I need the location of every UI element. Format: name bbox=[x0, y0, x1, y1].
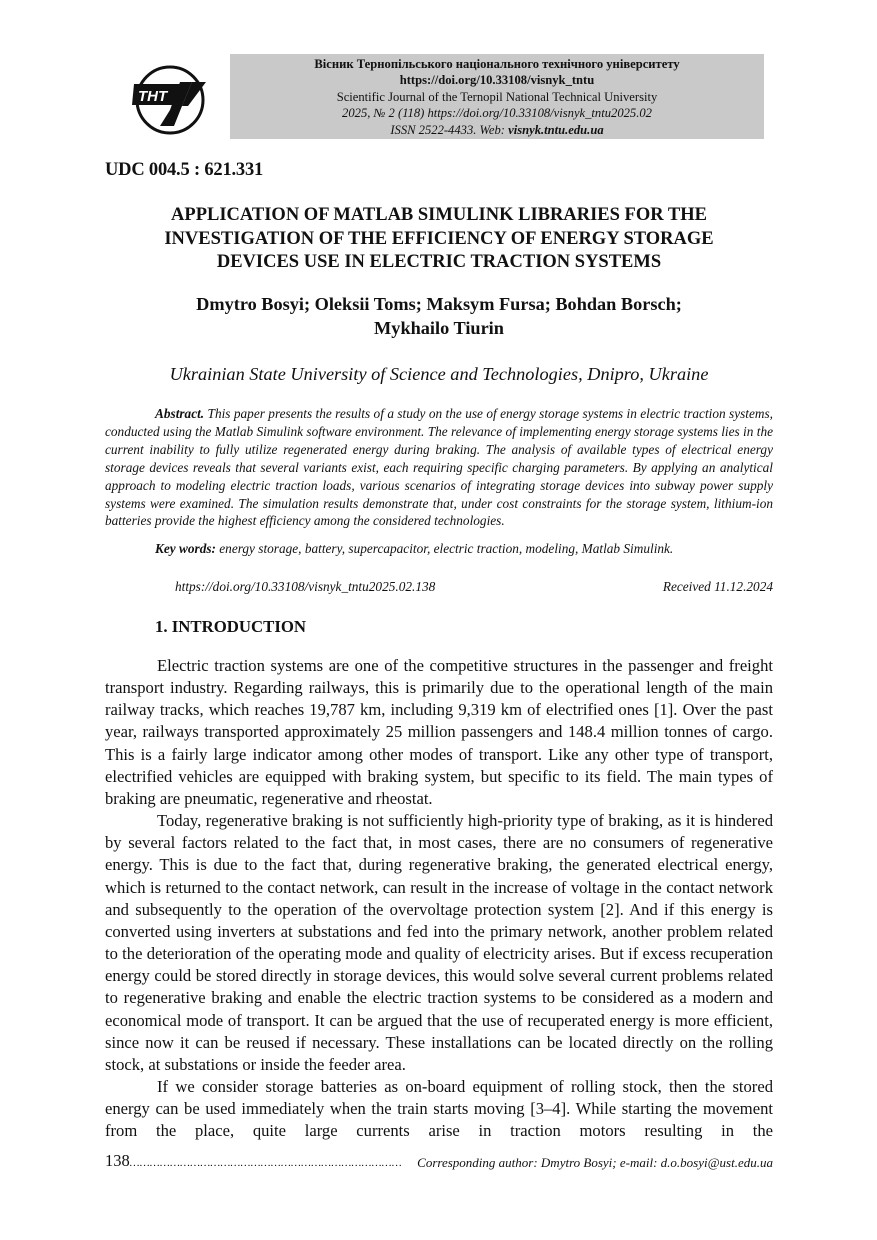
title-line: DEVICES USE IN ELECTRIC TRACTION SYSTEMS bbox=[216, 252, 662, 272]
body-paragraph: If we consider storage batteries as on-board equipment of rolling stock, then the stored energy can be used immediately when the train starts moving [3–4]. While starting the movement from the place, quite large currents arise in traction motors resulting in the bbox=[105, 1076, 773, 1141]
keywords-text: energy storage, battery, supercapacitor, electric traction, modeling, Matlab Simulink. bbox=[215, 541, 674, 556]
affiliation: Ukrainian State University of Science and Technologies, Dnipro, Ukraine bbox=[169, 364, 709, 384]
body-paragraph: Today, regenerative braking is not sufficiently high-priority type of braking, as it is hindered by several factors related to the fact that, in most cases, there are no consumers of regenerative energy. This is due to the fact that, during regenerative braking, the generated electrical energy, which is returned to the contact network, can result in the increase of voltage in the contact network and subsequently to the operation of the overvoltage protection system [2]. And if this energy is converted using inverters at substations and fed into the primary network, another problem related to the deterioration of the operating mode and quality of electricity arises. But if excess recuperation energy could be stored directly in storage devices, this would solve several current problems related to regenerative braking and enable the electric traction systems to be considered as a modern and economical mode of transport. It can be argued that the use of recuperated energy is more efficient, since now it can be reused if necessary. These installations can be located directly on the rolling stock, at substations or inside the feeder area. bbox=[105, 811, 773, 1074]
corresponding-author: Corresponding author: Dmytro Bosyi; e-mail: d.o.bosyi@ust.edu.ua bbox=[417, 1155, 773, 1170]
footer-dots: ……………………………………………………………………… bbox=[129, 1157, 402, 1169]
svg-text:THT: THT bbox=[138, 88, 168, 105]
journal-title-ua: Вісник Тернопільського національного технічного університету bbox=[314, 57, 680, 71]
abstract-text: This paper presents the results of a study on the use of energy storage systems in electric traction systems, conducted using the Matlab Simulink software environment. The relevance of implementing energy storage systems lies in the current inability to fully utilize regenerated energy during braking. The analysis of available types of electrical energy storage devices reveals that several variants exist, each requiring specific charging parameters. By applying an analytical approach to modeling electric traction loads, various scenarios of integrating storage devices into subway power supply systems were examined. The simulation results demonstrate that, under cost constraints for the storage system, lithium-ion batteries provide the highest efficiency among the considered technologies. bbox=[105, 406, 773, 529]
journal-doi[interactable]: https://doi.org/10.33108/visnyk_tntu bbox=[399, 73, 595, 88]
authors-line: Dmytro Bosyi; Oleksii Toms; Maksym Fursa; Bohdan Borsch; bbox=[196, 294, 682, 314]
authors-line: Mykhailo Tiurin bbox=[374, 318, 504, 338]
journal-header bbox=[230, 54, 764, 139]
journal-issue: 2025, № 2 (118) https://doi.org/10.33108/visnyk_tntu2025.02 bbox=[342, 106, 652, 121]
udc-code: UDC 004.5 : 621.331 bbox=[105, 160, 264, 180]
keywords-label: Key words: bbox=[155, 541, 216, 556]
page-number: 138 bbox=[105, 1151, 130, 1170]
received-date: Received 11.12.2024 bbox=[662, 579, 773, 594]
article-doi[interactable]: https://doi.org/10.33108/visnyk_tntu2025.02.138 bbox=[175, 579, 436, 594]
abstract bbox=[105, 405, 773, 530]
paper-title bbox=[105, 204, 773, 275]
authors bbox=[105, 292, 773, 340]
abstract-label: Abstract. bbox=[155, 406, 205, 421]
journal-issn bbox=[230, 122, 764, 138]
body-paragraph: Electric traction systems are one of the competitive structures in the passenger and freight transport industry. Regarding railways, this is primarily due to the operational length of the main railway tracks, which reaches 19,787 km, including 9,319 km of electrified ones [1]. Over the past year, railways transported approximately 25 million passengers and 148.4 million tonnes of cargo. This is a fairly large indicator among other modes of transport. Like any other type of transport, electrified vehicles are equipped with braking system, but specific to its field. The main types of braking are pneumatic, regenerative and rheostat. bbox=[105, 656, 773, 808]
title-line: INVESTIGATION OF THE EFFICIENCY OF ENERGY STORAGE bbox=[164, 228, 714, 249]
university-logo bbox=[130, 60, 210, 140]
keywords bbox=[155, 540, 775, 558]
page-footer bbox=[105, 1151, 773, 1171]
journal-title-en: Scientific Journal of the Ternopil National Technical University bbox=[336, 89, 658, 104]
journal-web-link[interactable]: visnyk.tntu.edu.ua bbox=[508, 122, 604, 137]
body-text bbox=[105, 655, 773, 1142]
issn-text: ISSN 2522-4433. Web: bbox=[390, 122, 509, 137]
title-line: APPLICATION OF MATLAB SIMULINK LIBRARIES FOR THE bbox=[171, 205, 707, 225]
section-heading: 1. INTRODUCTION bbox=[155, 617, 307, 636]
